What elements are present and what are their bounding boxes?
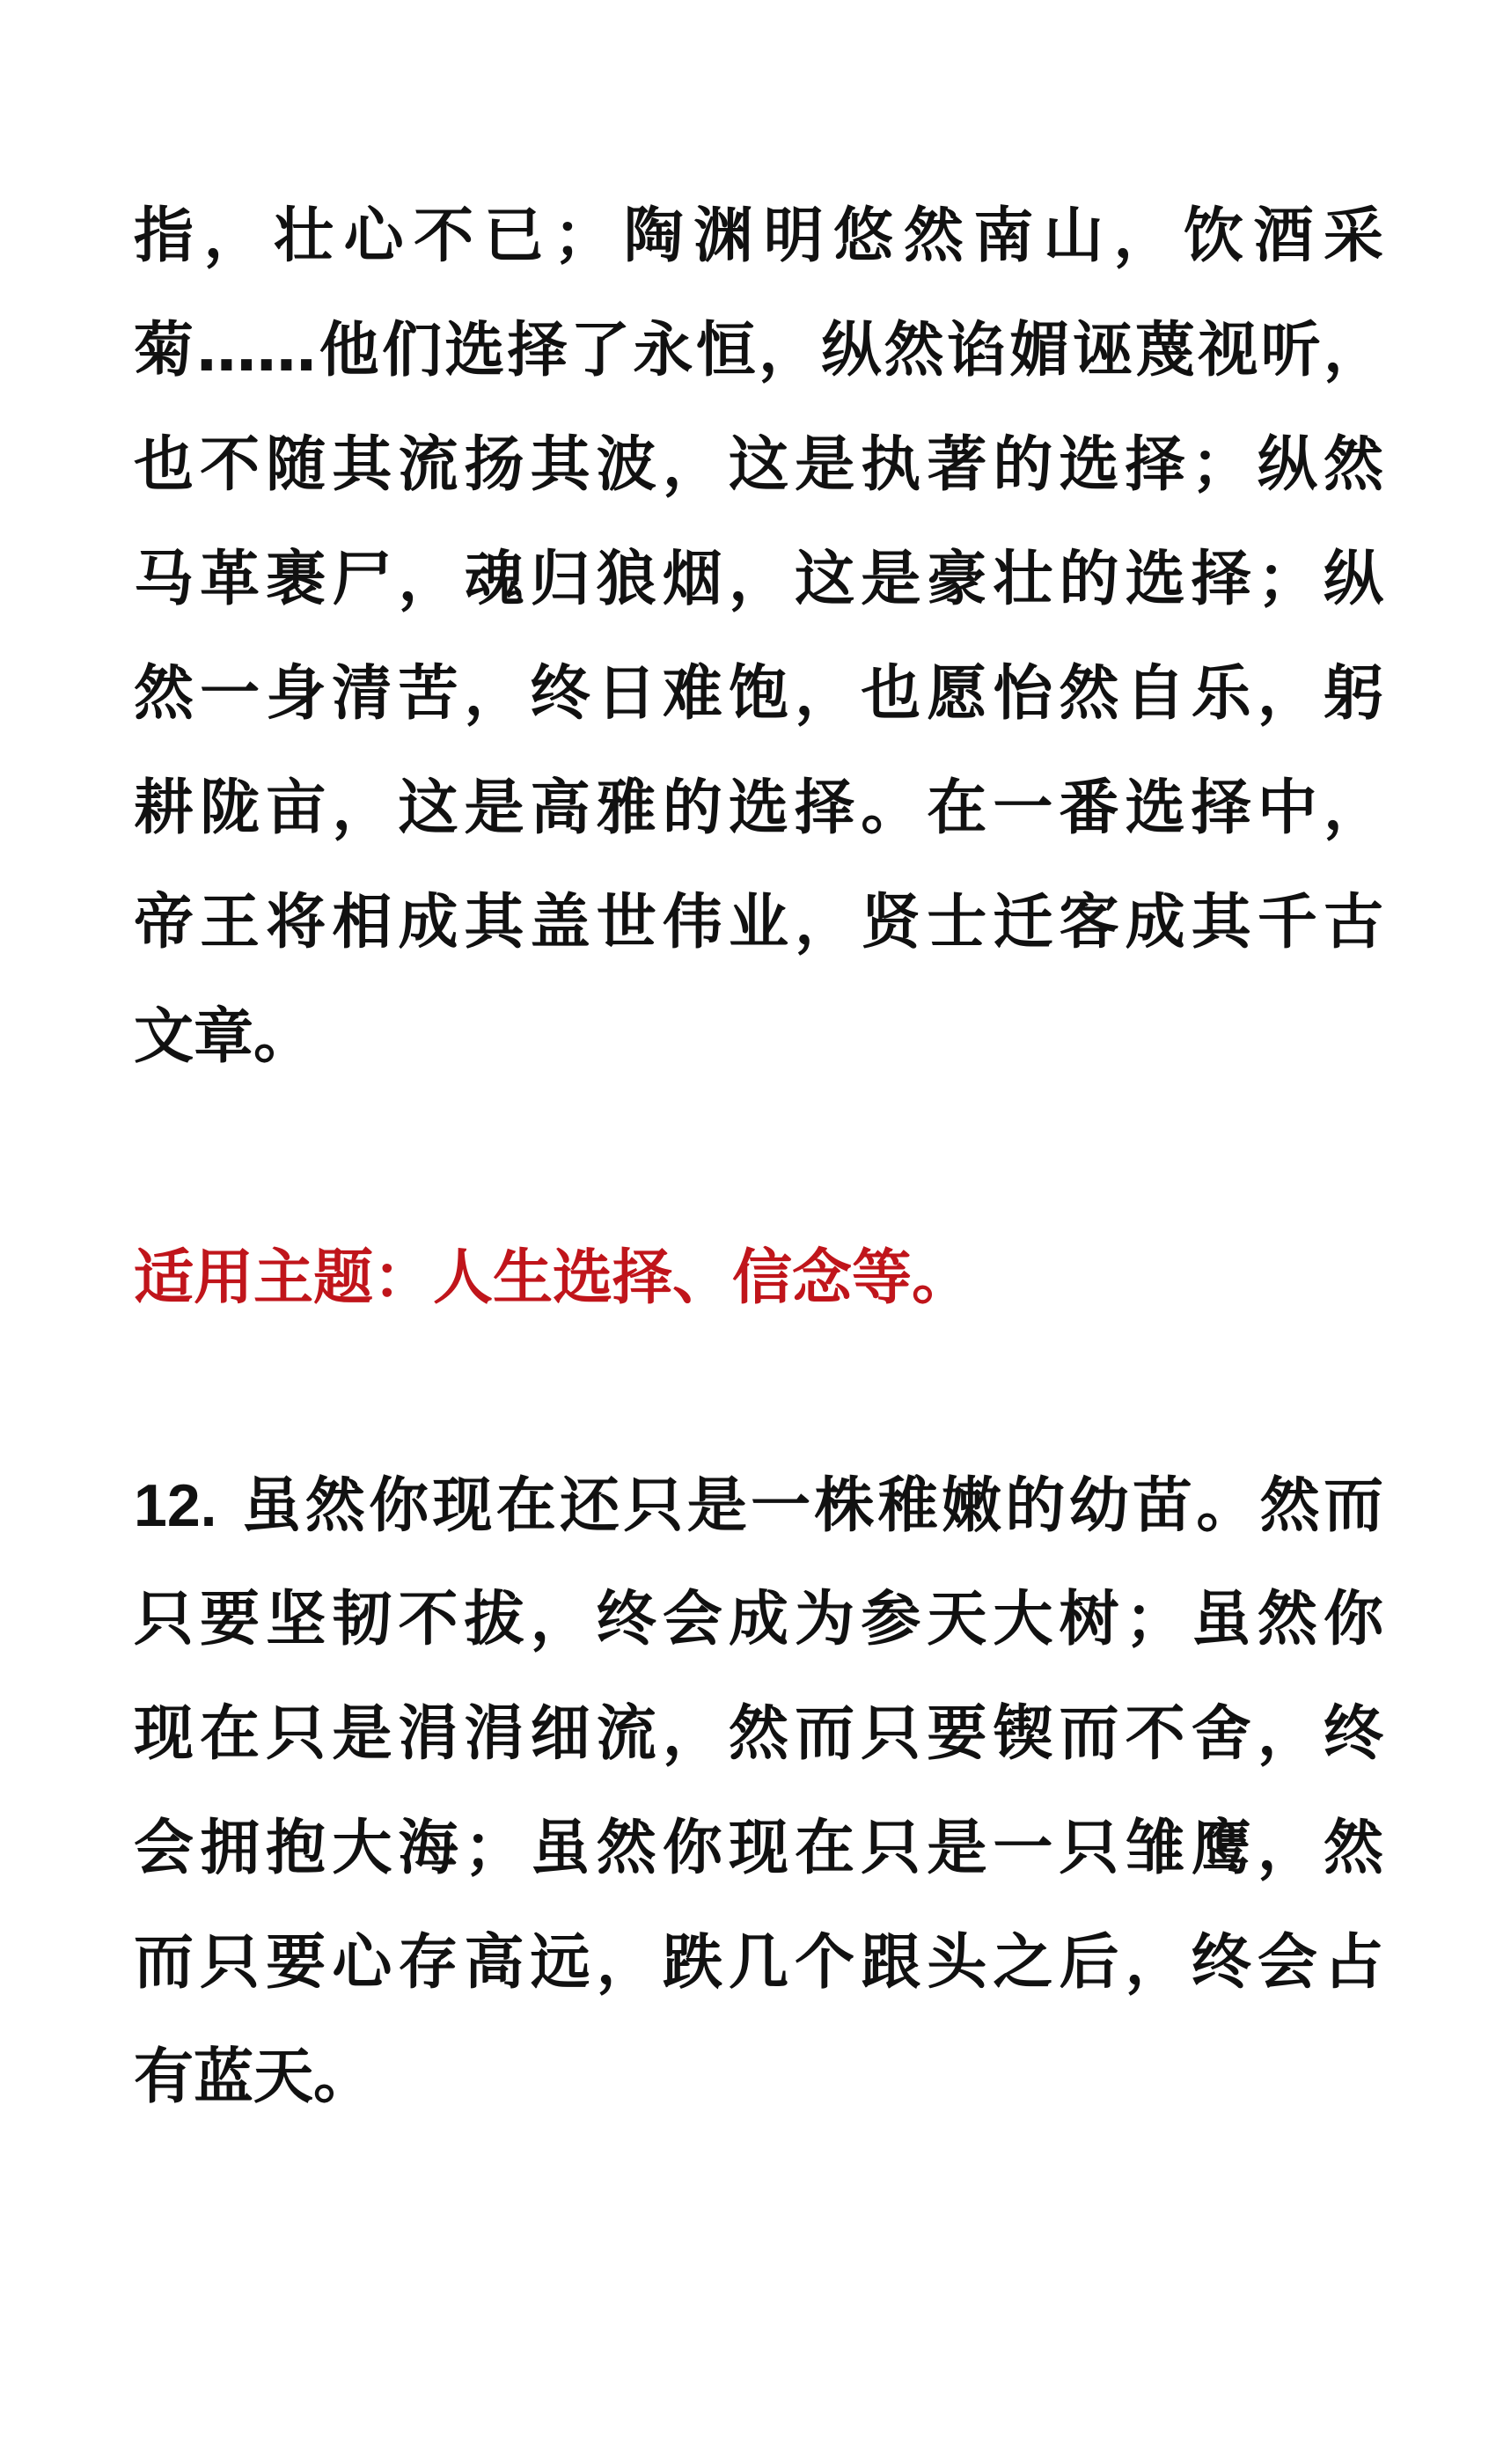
paragraph-number: 12. xyxy=(134,1472,217,1539)
text-line: 会拥抱大海；虽然你现在只是一只雏鹰，然 xyxy=(134,1814,1383,1883)
text-line: 帝王将相成其盖世伟业，贤士迁客成其千古 xyxy=(134,888,1383,957)
text-line: 只要坚韧不拔，终会成为参天大树；虽然你 xyxy=(134,1585,1383,1654)
paragraph-12 xyxy=(134,1448,1383,2135)
text-line-numbered xyxy=(134,1448,1383,1563)
applicable-theme: 适用主题：人生选择、信念等。 xyxy=(134,1243,972,1313)
text-line-content: 虽然你现在还只是一株稚嫩的幼苗。然而 xyxy=(241,1471,1383,1541)
text-line: 指，壮心不已；陶渊明悠然南山，饮酒采 xyxy=(134,202,1383,271)
text-line: 文章。 xyxy=(134,1002,314,1072)
text-line: 然一身清苦，终日难饱，也愿怡然自乐，躬 xyxy=(134,659,1383,729)
text-line: 现在只是涓涓细流，然而只要锲而不舍，终 xyxy=(134,1699,1383,1769)
text-line: 也不随其流扬其波，这是执著的选择；纵然 xyxy=(134,430,1383,500)
text-line: 菊……他们选择了永恒，纵然谄媚诬蔑视听， xyxy=(134,316,1383,385)
paragraph-continued xyxy=(134,180,1383,1095)
text-line: 有蓝天。 xyxy=(134,2042,374,2112)
text-line: 耕陇亩，这是高雅的选择。在一番选择中， xyxy=(134,774,1383,843)
text-line: 马革裹尸，魂归狼烟，这是豪壮的选择；纵 xyxy=(134,545,1383,614)
text-line: 而只要心存高远，跌几个跟头之后，终会占 xyxy=(134,1928,1383,1998)
